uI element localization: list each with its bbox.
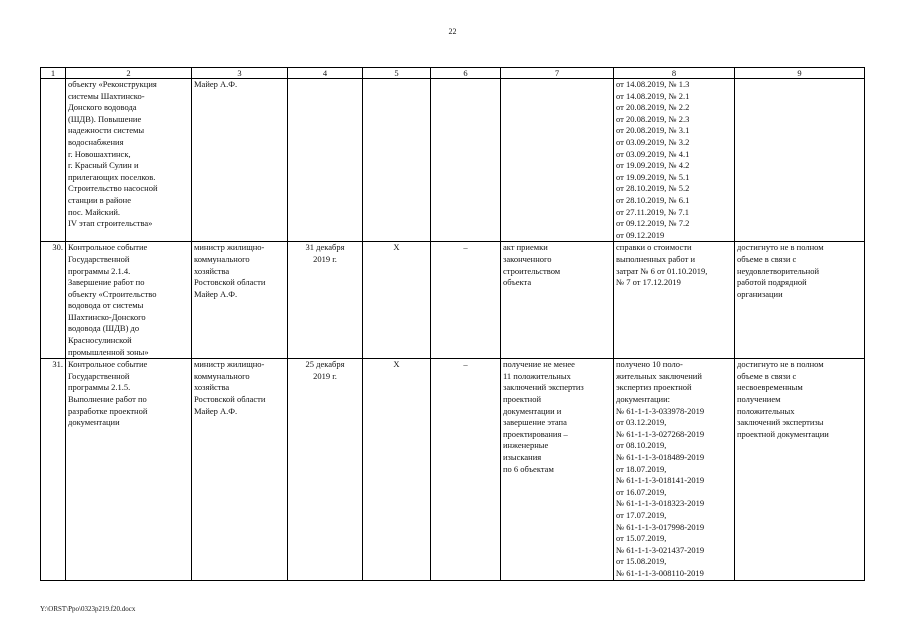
- table-row: [41, 79, 865, 242]
- cell-line: экспертиз проектной: [616, 382, 692, 393]
- cell-line: проектной: [503, 394, 542, 405]
- file-path-footer: Y:\ORST\Ppo\0323p219.f20.docx: [40, 605, 136, 613]
- cell-line: жительных заключений: [616, 370, 702, 381]
- cell-line: хозяйства: [194, 382, 230, 393]
- cell-line: № 61-1-1-3-027268-2019: [616, 428, 705, 439]
- cell-line: справки о стоимости: [616, 242, 692, 253]
- column-5-cell: Х: [363, 242, 431, 359]
- responsible-cell: [192, 79, 288, 242]
- column-header-5: 5: [363, 68, 431, 79]
- cell-line: от 28.10.2019, № 6.1: [616, 194, 690, 205]
- cell-line: объекту «Строительство: [68, 288, 157, 299]
- control-event-cell: [66, 242, 192, 359]
- table-row: [41, 242, 865, 359]
- cell-line: объеме в связи с: [737, 370, 797, 381]
- cell-line: проектирования –: [503, 428, 568, 439]
- cell-line: объекту «Реконструкция: [68, 79, 157, 89]
- column-header-1: 1: [41, 68, 66, 79]
- cell-line: системы Шахтинско-: [68, 90, 145, 101]
- cell-line: водовода от системы: [68, 300, 144, 311]
- cell-line: от 15.07.2019,: [616, 533, 667, 544]
- cell-line: Шахтинско-Донского: [68, 311, 146, 322]
- cell-line: хозяйства: [194, 265, 230, 276]
- cell-line: несвоевременным: [737, 382, 803, 393]
- cell-line: разработке проектной: [68, 405, 148, 416]
- column-header-2: 2: [66, 68, 192, 79]
- cell-line: прилегающих поселков.: [68, 171, 156, 182]
- cell-line: г. Новошахтинск,: [68, 148, 131, 159]
- table-row: [41, 359, 865, 580]
- column-6-cell: [431, 79, 501, 242]
- cell-line: от 03.09.2019, № 4.1: [616, 148, 690, 159]
- cell-line: достигнуто не в полном: [737, 359, 824, 370]
- cell-line: № 61-1-1-3-017998-2019: [616, 521, 705, 532]
- date-cell: [288, 242, 363, 359]
- cell-line: № 61-1-1-3-018489-2019: [616, 452, 705, 462]
- cell-line: (ШДВ). Повышение: [68, 113, 142, 124]
- cell-line: документации и: [503, 405, 562, 416]
- cell-line: заключений экспертиз: [503, 382, 584, 393]
- cell-line: от 17.07.2019,: [616, 509, 667, 520]
- control-event-cell: [66, 359, 192, 580]
- cell-line: неудовлетворительной: [737, 265, 819, 276]
- cell-line: Строительство насосной: [68, 183, 158, 194]
- cell-line: станции в районе: [68, 194, 131, 205]
- cell-line: инженерные: [503, 440, 549, 451]
- cell-line: положительных: [737, 405, 795, 416]
- column-header-7: 7: [501, 68, 614, 79]
- documents-cell: [614, 79, 735, 242]
- expected-result-cell: [501, 242, 614, 359]
- cell-line: от 19.09.2019, № 5.1: [616, 171, 690, 182]
- cell-line: от 16.07.2019,: [616, 486, 667, 497]
- cell-line: надежности системы: [68, 125, 145, 136]
- cell-line: от 18.07.2019,: [616, 463, 667, 474]
- cell-line: от 03.12.2019,: [616, 417, 667, 428]
- documents-cell: [614, 242, 735, 359]
- cell-line: Ростовской области: [194, 277, 266, 288]
- cell-line: Майер А.Ф.: [194, 405, 238, 416]
- cell-line: IV этап строительства»: [68, 218, 153, 229]
- cell-line: Ростовской области: [194, 394, 266, 405]
- cell-line: № 61-1-1-3-018141-2019: [616, 475, 705, 486]
- cell-line: № 61-1-1-3-021437-2019: [616, 544, 705, 555]
- cell-line: Майер А.Ф.: [194, 288, 238, 299]
- cell-line: от 09.12.2019: [616, 229, 665, 240]
- cell-line: Красносулинской: [68, 335, 132, 346]
- cell-line: проектной документации: [737, 428, 829, 439]
- header-row: [41, 68, 865, 79]
- cell-line: Майер А.Ф.: [194, 79, 238, 89]
- cell-line: затрат № 6 от 01.10.2019,: [616, 265, 708, 276]
- cell-line: водовода (ШДВ) до: [68, 323, 140, 334]
- cell-line: от 09.12.2019, № 7.2: [616, 218, 690, 229]
- cell-line: от 14.08.2019, № 1.3: [616, 79, 690, 89]
- row-number-cell: [41, 79, 66, 242]
- cell-line: от 20.08.2019, № 3.1: [616, 125, 690, 136]
- cell-line: промышленной зоны»: [68, 346, 149, 357]
- cell-line: организации: [737, 288, 783, 299]
- column-header-8: 8: [614, 68, 735, 79]
- column-header-9: 9: [735, 68, 865, 79]
- page-number: 22: [448, 27, 457, 36]
- cell-line: водоснабжения: [68, 136, 124, 147]
- cell-line: Выполнение работ по: [68, 394, 147, 405]
- cell-line: выполненных работ и: [616, 253, 696, 264]
- cell-line: получением: [737, 394, 781, 405]
- cell-line: по 6 объектам: [503, 463, 554, 474]
- cell-line: от 19.09.2019, № 4.2: [616, 160, 690, 171]
- date-cell: [288, 79, 363, 242]
- cell-line: завершение этапа: [503, 417, 567, 428]
- cell-line: коммунального: [194, 253, 250, 264]
- date-cell: [288, 359, 363, 580]
- control-event-cell: [66, 79, 192, 242]
- cell-line: от 20.08.2019, № 2.2: [616, 102, 690, 113]
- column-6-cell: –: [431, 242, 501, 359]
- cell-line: Контрольное событие: [68, 242, 148, 253]
- cell-line: 11 положительных: [503, 370, 571, 381]
- column-header-3: 3: [192, 68, 288, 79]
- cell-line: получение не менее: [503, 359, 575, 370]
- responsible-cell: [192, 242, 288, 359]
- cell-line: работой подрядной: [737, 277, 807, 288]
- cell-line: 2019 г.: [313, 370, 337, 381]
- cell-line: 25 декабря: [305, 359, 345, 370]
- column-5-cell: Х: [363, 359, 431, 580]
- cell-line: документации: [68, 417, 120, 428]
- report-table: [40, 67, 865, 581]
- cell-line: коммунального: [194, 370, 250, 381]
- cell-line: законченного: [503, 253, 552, 264]
- table-body: [41, 79, 865, 581]
- row-number-cell: 31.: [41, 359, 66, 580]
- cell-line: от 14.08.2019, № 2.1: [616, 90, 690, 101]
- cell-line: акт приемки: [503, 242, 548, 253]
- cell-line: Завершение работ по: [68, 277, 145, 288]
- cell-line: от 15.08.2019,: [616, 556, 667, 567]
- cell-line: заключений экспертизы: [737, 417, 824, 428]
- documents-cell: [614, 359, 735, 580]
- column-header-4: 4: [288, 68, 363, 79]
- expected-result-cell: [501, 359, 614, 580]
- column-5-cell: [363, 79, 431, 242]
- responsible-cell: [192, 359, 288, 580]
- status-note-cell: [735, 359, 865, 580]
- column-header-6: 6: [431, 68, 501, 79]
- expected-result-cell: [501, 79, 614, 242]
- status-note-cell: [735, 242, 865, 359]
- cell-line: Контрольное событие: [68, 359, 148, 370]
- cell-line: объеме в связи с: [737, 253, 797, 264]
- column-6-cell: –: [431, 359, 501, 580]
- cell-line: Донского водовода: [68, 102, 137, 113]
- cell-line: № 61-1-1-3-008110-2019: [616, 567, 704, 578]
- cell-line: 2019 г.: [313, 253, 337, 264]
- cell-line: от 03.09.2019, № 3.2: [616, 136, 690, 147]
- cell-line: министр жилищно-: [194, 242, 265, 253]
- cell-line: 31 декабря: [305, 242, 345, 253]
- cell-line: Государственной: [68, 253, 130, 264]
- cell-line: министр жилищно-: [194, 359, 265, 370]
- cell-line: Государственной: [68, 370, 130, 381]
- cell-line: г. Красный Сулин и: [68, 160, 139, 171]
- cell-line: от 08.10.2019,: [616, 440, 667, 451]
- cell-line: № 61-1-1-3-033978-2019: [616, 405, 705, 416]
- cell-line: № 7 от 17.12.2019: [616, 277, 681, 288]
- cell-line: программы 2.1.4.: [68, 265, 131, 276]
- status-note-cell: [735, 79, 865, 242]
- cell-line: от 20.08.2019, № 2.3: [616, 113, 690, 124]
- cell-line: пос. Майский.: [68, 206, 121, 217]
- row-number-cell: 30.: [41, 242, 66, 359]
- cell-line: изыскания: [503, 452, 542, 462]
- cell-line: № 61-1-1-3-018323-2019: [616, 498, 705, 509]
- cell-line: документации:: [616, 394, 671, 405]
- cell-line: от 28.10.2019, № 5.2: [616, 183, 690, 194]
- cell-line: программы 2.1.5.: [68, 382, 131, 393]
- cell-line: достигнуто не в полном: [737, 242, 824, 253]
- cell-line: объекта: [503, 277, 532, 288]
- cell-line: от 27.11.2019, № 7.1: [616, 206, 690, 217]
- cell-line: строительством: [503, 265, 561, 276]
- cell-line: получено 10 поло-: [616, 359, 683, 370]
